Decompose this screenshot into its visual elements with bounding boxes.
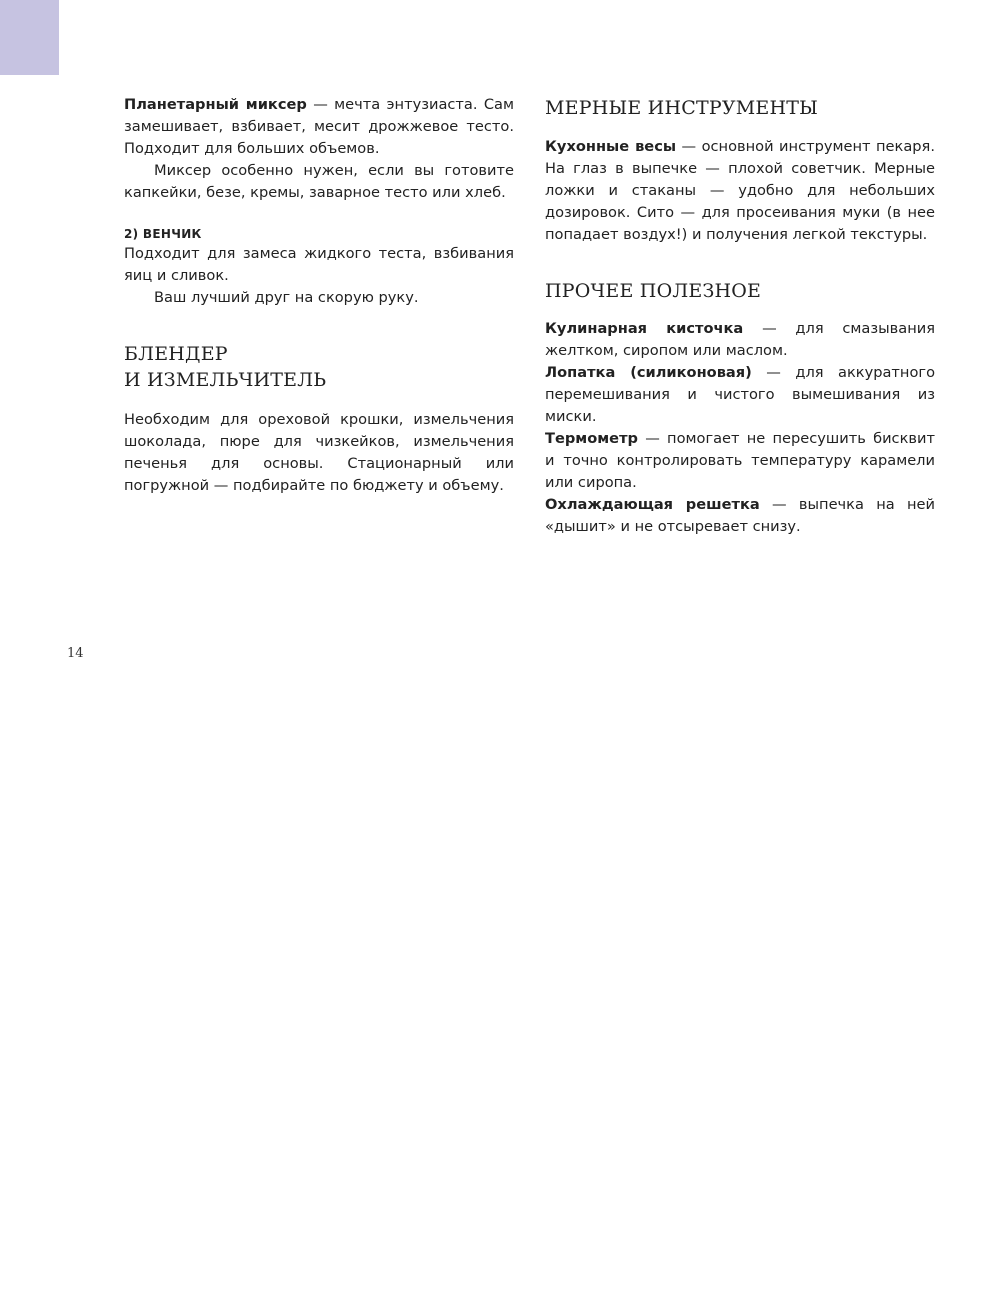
corner-color-tab (0, 0, 59, 75)
other-item-thermometer (545, 428, 935, 494)
scales-term: Кухонные весы (545, 138, 677, 155)
measuring-paragraph (545, 136, 935, 246)
left-column (124, 94, 514, 497)
mixer-paragraph (124, 94, 514, 160)
spatula-text: — для аккуратного перемешивания и чистого вымешивания из миски. (545, 364, 935, 425)
whisk-heading: 2) ВЕНЧИК (124, 227, 202, 241)
right-column (545, 94, 935, 538)
thermometer-term: Термометр (545, 430, 638, 447)
blender-heading-line2: И ИЗМЕЛЬЧИТЕЛЬ (124, 369, 327, 391)
spatula-term: Лопатка (силиконовая) (545, 364, 752, 381)
mixer-note: Миксер особенно нужен, если вы готовите капкейки, безе, кремы, заварное тесто или хлеб. (124, 162, 514, 201)
other-item-brush (545, 318, 935, 362)
other-heading: ПРОЧЕЕ ПОЛЕЗНОЕ (545, 280, 762, 302)
mixer-term: Планетарный миксер (124, 96, 307, 113)
brush-text: — для смазывания желтком, сиропом или маслом. (545, 320, 935, 359)
measuring-text: — основной инструмент пекаря. На глаз в выпечке — плохой советчик. Мерные ложки и стаканы — удобно для небольших дозировок. Сито — для просеивания муки (в нее попадает воздух!) и получения легкой текстуры. (545, 138, 935, 243)
measuring-heading: МЕРНЫЕ ИНСТРУМЕНТЫ (545, 97, 819, 119)
blender-heading (124, 341, 514, 393)
cooling-rack-term: Охлаждающая решетка (545, 496, 760, 513)
brush-term: Кулинарная кисточка (545, 320, 744, 337)
cooling-rack-text: — выпечка на ней «дышит» и не отсыревает снизу. (545, 496, 935, 535)
whisk-text: Подходит для замеса жидкого теста, взбивания яиц и сливок. (124, 245, 514, 284)
page-number: 14 (67, 646, 84, 661)
whisk-note: Ваш лучший друг на скорую руку. (154, 289, 419, 306)
other-item-cooling-rack (545, 494, 935, 538)
blender-text: Необходим для ореховой крошки, измельчения шоколада, пюре для чизкейков, измельчения печенья для основы. Стационарный или погружной — подбирайте по бюджету и объему. (124, 411, 514, 494)
thermometer-text: — помогает не пересушить бисквит и точно контролировать температуру карамели или сиропа. (545, 430, 935, 491)
other-item-spatula (545, 362, 935, 428)
blender-heading-line1: БЛЕНДЕР (124, 343, 228, 365)
mixer-text: — мечта энтузиаста. Сам замешивает, взбивает, месит дрожжевое тесто. Подходит для больших объемов. (124, 96, 514, 157)
